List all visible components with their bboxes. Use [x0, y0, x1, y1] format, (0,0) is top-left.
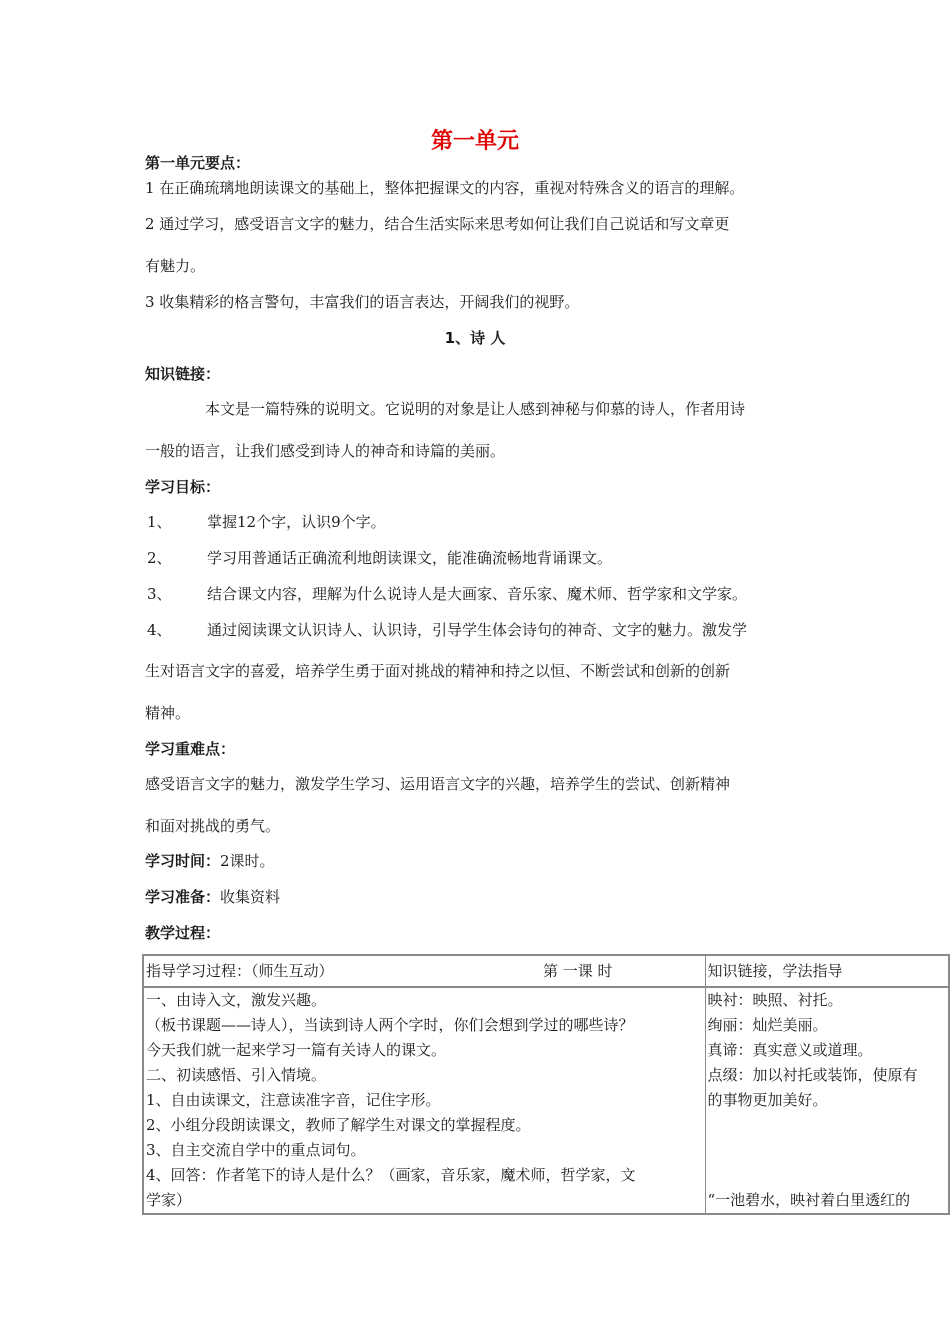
- process-cell: [143, 987, 705, 1214]
- header-right-cell: 知识链接，学法指导: [705, 955, 949, 987]
- unit-point-2: 2 通过学习，感受语言文字的魅力，结合生活实际来思考如何让我们自己说话和写文章更: [145, 215, 730, 233]
- time-row: [145, 850, 275, 871]
- table-body-row: [143, 987, 949, 1214]
- guide-line: “一池碧水，映衬着白里透红的: [707, 1191, 911, 1209]
- process-line: 一、由诗入文，激发兴趣。: [146, 991, 327, 1009]
- goal-item-4-cont-2: 精神。: [145, 704, 191, 722]
- goal-item-4: [147, 619, 747, 640]
- knowledge-guide-cell: [705, 987, 949, 1214]
- process-line: 二、初读感悟、引入情境。: [146, 1066, 327, 1084]
- goal-num: 4、: [147, 621, 172, 639]
- difficulty-line-1: 感受语言文字的魅力，激发学生学习、运用语言文字的兴趣，培养学生的尝试、创新精神: [145, 775, 731, 793]
- knowledge-heading: 知识链接：: [145, 365, 221, 383]
- knowledge-line-2: 一般的语言，让我们感受到诗人的神奇和诗篇的美丽。: [145, 442, 506, 460]
- prep-value: 收集资料: [220, 888, 281, 906]
- process-line: （板书课题——诗人），当读到诗人两个字时，你们会想到学过的哪些诗？: [146, 1016, 634, 1034]
- goal-text: 学习用普通话正确流利地朗读课文，能准确流畅地背诵课文。: [207, 549, 613, 567]
- process-line: 2、小组分段朗读课文，教师了解学生对课文的掌握程度。: [146, 1116, 531, 1134]
- goal-item-3: [147, 583, 747, 604]
- process-line: 学家）: [146, 1191, 192, 1209]
- teaching-process-table: [142, 954, 950, 1215]
- goal-text: 掌握12个字，认识9个字。: [207, 513, 386, 531]
- unit-point-3: 3 收集精彩的格言警句，丰富我们的语言表达，开阔我们的视野。: [145, 293, 580, 311]
- knowledge-line-1: 本文是一篇特殊的说明文。它说明的对象是让人感到神秘与仰慕的诗人，作者用诗: [205, 400, 746, 418]
- page-title: 第一单元: [430, 129, 519, 154]
- process-line: 1、自由读课文，注意读准字音，记住字形。: [146, 1091, 441, 1109]
- process-line: 3、自主交流自学中的重点词句。: [146, 1141, 366, 1159]
- goal-item-1: [147, 511, 386, 532]
- header-lesson-label: 第 一课 时: [542, 962, 613, 980]
- header-left-content: [146, 956, 703, 986]
- guide-line: 真谛：真实意义或道理。: [707, 1041, 873, 1059]
- goal-item-2: [147, 547, 612, 568]
- difficulty-heading: 学习重难点：: [145, 740, 236, 758]
- goal-text: 通过阅读课文认识诗人、认识诗，引导学生体会诗句的神奇、文字的魅力。激发学: [207, 621, 748, 639]
- guide-line: 绚丽：灿烂美丽。: [707, 1016, 828, 1034]
- header-left-label: 指导学习过程：（师生互动）: [146, 962, 334, 980]
- unit-point-2-cont: 有魅力。: [145, 257, 206, 275]
- unit-point-1: 1 在正确琉璃地朗读课文的基础上，整体把握课文的内容，重视对特殊含义的语言的理解。: [145, 179, 745, 197]
- process-line: 4、回答：作者笔下的诗人是什么？（画家，音乐家，魔术师，哲学家，文: [146, 1166, 636, 1184]
- goal-item-4-cont-1: 生对语言文字的喜爱，培养学生勇于面对挑战的精神和持之以恒、不断尝试和创新的创新: [145, 662, 731, 680]
- time-value: 2课时。: [220, 852, 275, 870]
- difficulty-line-2: 和面对挑战的勇气。: [145, 817, 281, 835]
- guide-line: 映衬：映照、衬托。: [707, 991, 843, 1009]
- table-header-row: [143, 955, 949, 987]
- unit-points-heading: 第一单元要点：: [145, 154, 251, 172]
- time-heading: 学习时间：: [145, 852, 221, 870]
- guide-line: 的事物更加美好。: [707, 1091, 828, 1109]
- header-left-cell: [143, 955, 705, 987]
- goal-num: 3、: [147, 585, 172, 603]
- prep-heading: 学习准备：: [145, 888, 221, 906]
- process-line: 今天我们就一起来学习一篇有关诗人的课文。: [146, 1041, 447, 1059]
- process-heading: 教学过程：: [145, 924, 221, 942]
- goal-num: 1、: [147, 513, 172, 531]
- lesson-title: 1、诗 人: [444, 329, 506, 347]
- goal-num: 2、: [147, 549, 172, 567]
- prep-row: [145, 886, 280, 907]
- goals-heading: 学习目标：: [145, 478, 221, 496]
- goal-text: 结合课文内容，理解为什么说诗人是大画家、音乐家、魔术师、哲学家和文学家。: [207, 585, 748, 603]
- guide-line: 点缀：加以衬托或装饰，使原有: [707, 1066, 918, 1084]
